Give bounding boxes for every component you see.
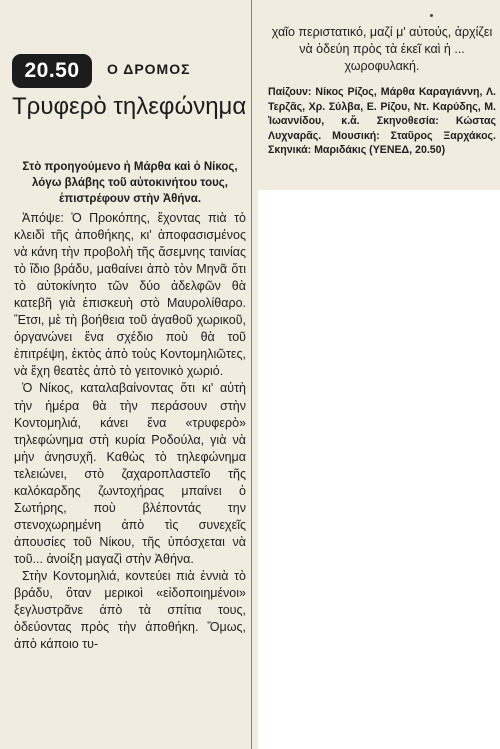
time-badge: 20.50 [12,54,92,88]
synopsis-paragraph-2: Ὁ Νίκος, καταλαβαίνοντας ὅτι κι' αὐτὴ τὴν ἡμέρα θὰ τὴν περάσουν στὴν Κοντομηλιά, κάνει ἕνα «τρυφερὸ» τηλεφώνημα στὴ κυρία Ροδούλα, γιὰ νὰ μὴν ἀνησυχῆ. Καθὼς τὸ τηλεφώνημα τελειώνει, στὸ ζαχαροπλαστεῖο τῆς καλόκαρδης ζωντοχήρας μπαίνει ὁ Σωτήρης, ποὺ βλέποντάς την στενοχωρημένη ἀπὸ τὶς συνεχεῖς ἀπουσίες τοῦ Νίκου, τῆς ὑπόσχεται νὰ τοῦ... ἀνοίξη μαγαζὶ στὴν Ἀθήνα. [14,381,246,566]
column-divider [251,0,252,749]
cast-and-credits: Παίζουν: Νίκος Ρίζος, Μάρθα Καραγιάννη, Λ. Τερζᾶς, Χρ. Σύλβα, Ε. Ρίζου, Ντ. Καρύδης, Μ. Ἰωαννίδου, κ.ἄ. Σκηνοθεσία: Κώστας Λυχναρᾶς. Μουσική: Σταῦρος Ξαρχάκος. Σκηνικά: Μαριδάκις (ΥΕΝΕΔ, 20.50) [268,86,496,157]
synopsis-paragraph-1: Ἀπόψε: Ὁ Προκόπης, ἔχοντας πιὰ τὸ κλειδὶ τῆς ἀποθήκης, κι' ἀποφασισμένος νὰ κάνη τὴν προβολὴ τῆς ἄσεμνης ταινίας τὸ ἴδιο βράδυ, μαθαίνει ἀπὸ τὸν Μηνᾶ ὅτι τὸ αὐτοκίνητο τῶν δύο ἀδελφῶν θὰ κατεβῆ γιὰ ἐπισκευὴ στὸ Μαυρολίθαρο. Ἔτσι, μὲ τὴ βοήθεια τοῦ ἀγαθοῦ χωρικοῦ, ὀργανώνει ἕνα σχέδιο ποὺ θὰ τοῦ ἐπιτρέψη, ἐκτὸς ἀπὸ τοὺς Κοντομηλιῶτες, νὰ ἔχη θεατὲς ἀπὸ τὸ γειτονικὸ χωριό. [14,211,246,379]
episode-intro: Στὸ προηγούμενο ἡ Μάρθα καὶ ὁ Νίκος, λόγω βλάβης τοῦ αὐτοκινήτου τους, ἐπιστρέφουν στὴν Ἀθήνα. [22,161,238,205]
right-column [268,24,496,158]
episode-headline: Τρυφερὸ τηλεφώνημα [12,93,247,120]
listing-header [12,52,248,90]
program-name: Ο ΔΡΟΜΟΣ [107,61,191,77]
episode-synopsis [14,210,246,653]
print-speck [430,14,433,17]
synopsis-continuation: χαῖο περιστατικό, μαζί μ' αὐτούς, ἀρχίζει νὰ ὁδεύη πρὸς τὰ ἐκεῖ καὶ ἡ ... χωροφυλακή. [271,25,493,73]
synopsis-paragraph-3: Στὴν Κοντομηλιά, κοντεύει πιὰ ἐννιὰ τὸ βράδυ, ὅταν μερικοὶ «εἰδοποιημένοι» ξεγλυστρᾶνε ἀπὸ τὰ σπίτια τους, ὁδεύοντας πρὸς τὴν ἀποθήκη. Ὅμως, ἀπὸ κάποιο τυ- [14,568,246,652]
